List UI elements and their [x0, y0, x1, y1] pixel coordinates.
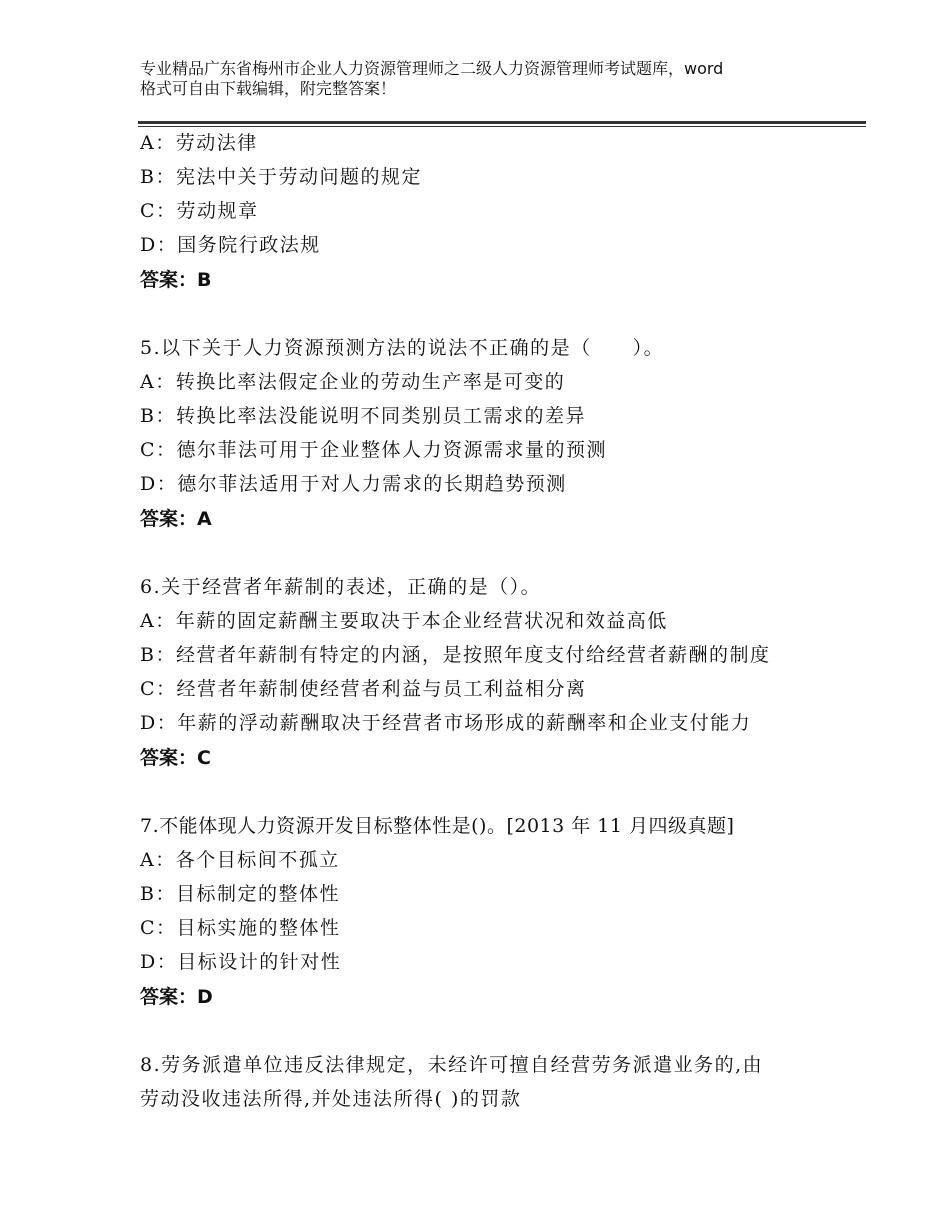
option-c: C：经营者年薪制使经营者利益与员工利益相分离: [140, 678, 587, 700]
header-title-line-1: 专业精品广东省梅州市企业人力资源管理师之二级人力资源管理师考试题库，word: [140, 59, 724, 78]
question-stem: 6.关于经营者年薪制的表述，正确的是（）。: [140, 576, 542, 598]
answer-line: 答案：B: [140, 269, 212, 291]
option-a: A：转换比率法假定企业的劳动生产率是可变的: [140, 371, 566, 393]
option-c: C：德尔菲法可用于企业整体人力资源需求量的预测: [140, 439, 608, 461]
option-b: B：转换比率法没能说明不同类别员工需求的差异: [140, 405, 586, 427]
answer-line: 答案：C: [140, 747, 211, 769]
header-title-line-2: 格式可自由下载编辑，附完整答案！: [140, 79, 397, 98]
question-stem: 5.以下关于人力资源预测方法的说法不正确的是（ ）。: [140, 337, 665, 359]
question-stem: 7.不能体现人力资源开发目标整体性是()。[2013 年 11 月四级真题]: [140, 815, 735, 837]
option-a: A：劳动法律: [140, 132, 258, 154]
option-d: D：国务院行政法规: [140, 234, 321, 256]
option-d: D：德尔菲法适用于对人力需求的长期趋势预测: [140, 473, 567, 495]
option-c: C：目标实施的整体性: [140, 917, 341, 939]
option-a: A：年薪的固定薪酬主要取决于本企业经营状况和效益高低: [140, 610, 668, 632]
option-b: B：目标制定的整体性: [140, 883, 340, 905]
option-d: D：年薪的浮动薪酬取决于经营者市场形成的薪酬率和企业支付能力: [140, 712, 752, 734]
header-divider-thick: [138, 121, 866, 124]
document-header: [140, 59, 830, 99]
option-b: B：经营者年薪制有特定的内涵，是按照年度支付给经营者薪酬的制度: [140, 644, 771, 666]
option-c: C：劳动规章: [140, 200, 259, 222]
option-d: D：目标设计的针对性: [140, 951, 342, 973]
option-a: A：各个目标间不孤立: [140, 849, 340, 871]
answer-line: 答案：A: [140, 508, 212, 530]
answer-line: 答案：D: [140, 986, 213, 1008]
header-divider-thin: [138, 126, 866, 127]
question-stem-line-2: 劳动没收违法所得,并处违法所得( )的罚款: [140, 1088, 522, 1110]
question-stem-line-1: 8.劳务派遣单位违反法律规定，未经许可擅自经营劳务派遣业务的,由: [140, 1054, 764, 1076]
option-b: B：宪法中关于劳动问题的规定: [140, 166, 422, 188]
